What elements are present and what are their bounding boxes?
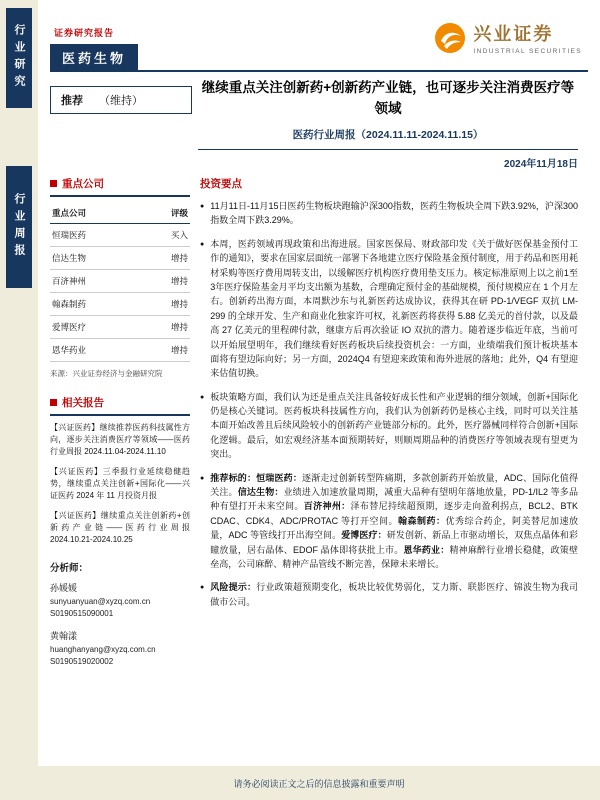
highlight-bullet <box>200 471 578 572</box>
company-logo <box>434 20 582 55</box>
column-header-rating: 评级 <box>140 203 190 224</box>
logo-text-block <box>473 20 582 55</box>
report-item: 【兴证医药】继续推荐医药科技属性方向，逐步关注消费医疗等领域——医药行业周报 2024.11.04-2024.11.10 <box>50 423 190 456</box>
company-cell: 恒瑞医药 <box>50 224 140 247</box>
bullet-icon: ● <box>200 474 205 482</box>
title-block <box>198 78 578 170</box>
bullet-text: 本周，医药领域再现政策和出海进展。国家医保局、财政部印发《关于做好医保基金预付工作的通知》，要求在国家层面统一部署下各地建立医疗保险基金预付制度，用于药品和医用耗材采购等医疗费用周转支出，以缓解医疗机构医疗费用垫支压力。核定标准原则上以之前1至3年医疗保险基金月平均支出额为基数，合理确定预付金的基础规模，预付规模应在 1 个月左右。创新药出海方面，本周默沙东与礼新医药达成协议，获得其在研 PD-1/VEGF 双抗 LM-299 的全球开发、生产和商业化独家许可权，礼新医药将获得 5.88 亿美元的首付款，以及最高 27 亿美元的里程碑付款，继康方后再次验证 IO 双抗的潜力。随着逐步临近年底，当前可以开始展望明年，我们继续看好医药板块后续投资机会：一方面，业绩端我们预计板块基本面将有望边际向好；另一方面，2024Q4 有望迎来政策和海外进展的落地；此外，Q4 有望迎来估值切换。 <box>210 238 578 379</box>
highlights-header: 投资要点 <box>200 178 242 190</box>
analyst-name: 黄翰漾 <box>50 631 78 641</box>
company-cell: 信达生物 <box>50 247 140 270</box>
highlight-bullet <box>200 390 578 462</box>
analyst-email: sunyuanyuan@xyzq.com.cn <box>50 597 151 606</box>
company-cell: 恩华药业 <box>50 339 140 362</box>
rating-cell: 增持 <box>140 293 190 316</box>
logo-name-cn: 兴业证券 <box>473 24 554 44</box>
table-source-note: 来源：兴业证券经济与金融研究院 <box>50 369 163 378</box>
table-row <box>50 293 190 316</box>
highlight-bullet <box>200 580 578 609</box>
company-cell: 翰森制药 <box>50 293 140 316</box>
rating-status: （维持） <box>99 95 143 107</box>
analysts-label: 分析师： <box>50 563 89 574</box>
section-bullet-icon <box>50 399 57 406</box>
analyst-list <box>50 581 190 666</box>
logo-name-en: INDUSTRIAL SECURITIES <box>473 48 582 55</box>
bullet-text: 板块策略方面，我们认为还是重点关注具备较好成长性和产业逻辑的细分领域，创新+国际化仍是核心关键词。医药板块科技属性方向，我们认为创新药仍是核心主线，同时可以关注基本面开始改善且后续风险较小的创新药产业链部分标的。此外，医疗器械同样符合创新+国际化逻辑。最后，如宏观经济基本面预期转好，则顺周期品种的消费医疗等领域表现有望更为突出。 <box>210 391 578 460</box>
related-reports-title: 相关报告 <box>62 397 104 409</box>
vertical-label-industry-research <box>6 8 32 108</box>
bullet-text: 推荐标的：恒瑞医药：逐渐走过创新转型阵痛期，多款创新药开始放量，ADC、国际化值得关注。信达生物：业绩进入加速放量周期，减重大品种有望明年落地放量，PD-1/IL2 等多品种有望打开未来空间。百济神州：泽布替尼持续超预期，逐步走向盈利拐点，BCL2、BTK CDAC、CDK4、ADC/PROTAC 等打开空间。翰森制药：优秀综合药企，阿美替尼加速放量，ADC 等管线打开出海空间。爱博医疗：研发创新、新品上市驱动增长，双焦点晶体和彩瞳放量，居右晶体、EDOF 晶体即将获批上市。恩华药业：精神麻醉行业增长稳健，政策壁垒高，公司麻醉、精神产品管线不断完善，保障未来增长。 <box>210 472 578 569</box>
industry-label: 医药生物 <box>50 44 138 70</box>
report-item: 【兴证医药】继续重点关注创新药+创新药产业链——医药行业周报 2024.10.21-2024.10.25 <box>50 511 190 544</box>
bullet-icon: ● <box>200 203 205 210</box>
vertical-label-text: 行业研究 <box>13 24 25 92</box>
table-row <box>50 270 190 293</box>
rating-cell: 增持 <box>140 316 190 339</box>
table-row <box>50 316 190 339</box>
company-cell: 爱博医疗 <box>50 316 140 339</box>
bullet-text: 风险提示：行业政策超预期变化，板块比较优势弱化，艾力斯、联影医疗、锦波生物为我司做市公司。 <box>210 582 578 607</box>
related-reports-header <box>50 395 190 416</box>
column-header-company: 重点公司 <box>50 203 140 224</box>
highlight-bullet <box>200 199 578 228</box>
rating-cell: 买入 <box>140 224 190 247</box>
key-companies-table <box>50 203 190 362</box>
analysts-section <box>50 560 190 666</box>
analyst-id: S0190515090001 <box>50 609 114 618</box>
company-cell: 百济神州 <box>50 270 140 293</box>
rating-box <box>50 86 192 114</box>
rating-cell: 增持 <box>140 339 190 362</box>
table-header-row <box>50 203 190 224</box>
key-companies-title: 重点公司 <box>62 178 104 190</box>
analyst-id: S0190519020002 <box>50 657 114 666</box>
table-row <box>50 247 190 270</box>
header-divider <box>50 70 588 72</box>
highlights-list <box>200 199 578 609</box>
rating-cell: 增持 <box>140 247 190 270</box>
table-row <box>50 224 190 247</box>
bullet-text: 11月11日-11月15日医药生物板块跑输沪深300指数，医药生物板块全周下跌3.92%，沪深300指数全周下跌3.29%。 <box>210 201 578 226</box>
report-date: 2024年11月18日 <box>198 149 578 170</box>
report-title: 继续重点关注创新药+创新药产业链，也可逐步关注消费医疗等领域 <box>201 80 575 116</box>
highlight-bullet <box>200 237 578 381</box>
key-companies-header <box>50 176 190 197</box>
bullet-icon: ● <box>200 393 205 401</box>
related-reports-list <box>50 422 190 546</box>
analyst-entry <box>50 581 190 618</box>
analyst-name: 孙媛媛 <box>50 583 78 593</box>
right-column <box>200 176 578 618</box>
bullet-icon: ● <box>200 240 205 248</box>
vertical-label-industry-weekly <box>6 166 32 288</box>
report-item: 【兴证医药】三季报行业延续稳健趋势，继续重点关注创新+国际化——兴证医药 2024 年 11 月投资月报 <box>50 467 190 500</box>
report-body <box>38 0 600 766</box>
left-column <box>50 176 190 677</box>
table-row <box>50 339 190 362</box>
analyst-entry <box>50 629 190 666</box>
bullet-icon: ● <box>200 584 205 592</box>
vertical-label-text: 行业周报 <box>13 193 25 261</box>
rating-cell: 增持 <box>140 270 190 293</box>
analyst-email: huanghanyang@xyzq.com.cn <box>50 645 156 654</box>
section-bullet-icon <box>50 180 57 187</box>
page-footer: 请务必阅读正文之后的信息披露和重要声明 <box>233 779 405 789</box>
report-subtitle: 医药行业周报（2024.11.11-2024.11.15） <box>292 128 484 141</box>
rating-label: 推荐 <box>61 95 83 107</box>
report-type-label: 证券研究报告 <box>54 28 115 38</box>
logo-icon <box>434 22 466 54</box>
key-companies-rows <box>50 224 190 362</box>
related-reports-section <box>50 395 190 546</box>
